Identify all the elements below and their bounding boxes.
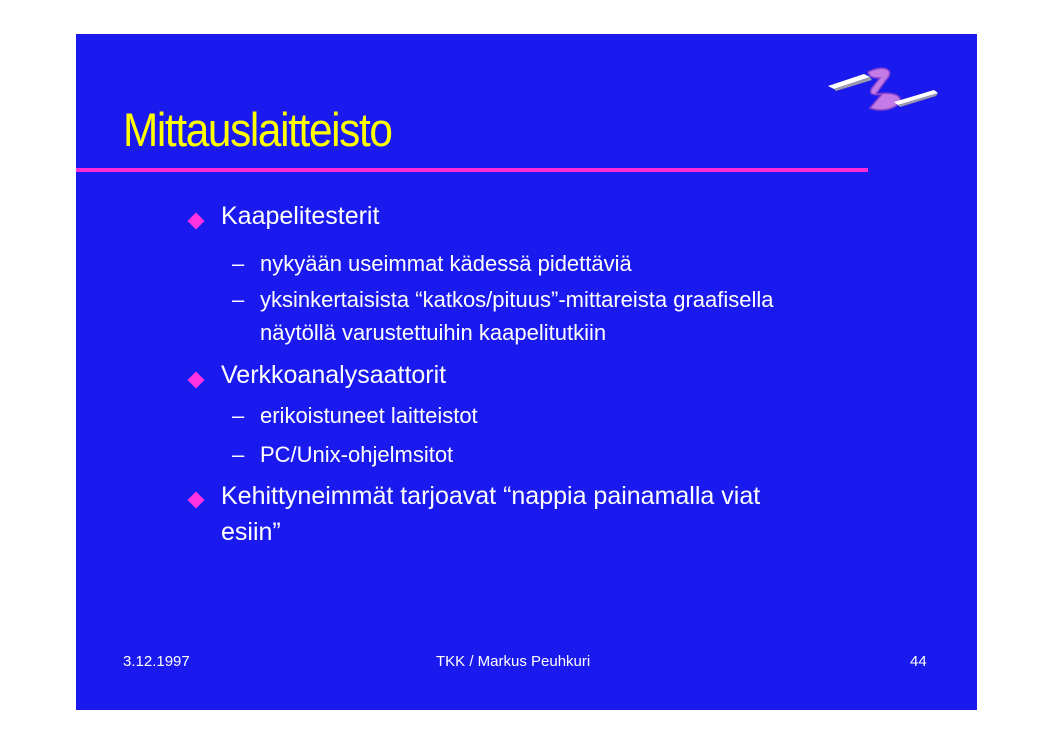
bullet-text: Kehittyneimmät tarjoavat “nappia painamalla viat — [221, 482, 761, 510]
dash-marker: – — [232, 403, 245, 428]
bullet-text: Verkkoanalysaattorit — [221, 361, 447, 389]
subitem-text: erikoistuneet laitteistot — [260, 403, 478, 428]
bullet-text: esiin” — [221, 518, 281, 546]
slide — [76, 34, 977, 710]
slide-title: Mittauslaitteisto — [123, 103, 392, 156]
dash-marker: – — [232, 251, 245, 276]
title-divider — [76, 168, 868, 172]
bullet-diamond-icon — [188, 213, 205, 230]
footer-date: 3.12.1997 — [123, 653, 190, 670]
subitem-text: yksinkertaisista “katkos/pituus”-mittareista graafisella — [260, 287, 774, 312]
tkk-logo-icon — [824, 64, 940, 114]
bullet-text: Kaapelitesterit — [221, 202, 380, 230]
dash-marker: – — [232, 287, 245, 312]
bullet-diamond-icon — [188, 372, 205, 389]
subitem-text: näytöllä varustettuihin kaapelitutkiin — [260, 320, 607, 345]
footer-page-number: 44 — [910, 653, 927, 670]
dash-marker: – — [232, 442, 245, 467]
subitem-text: PC/Unix-ohjelmsitot — [260, 442, 454, 467]
subitem-text: nykyään useimmat kädessä pidettäviä — [260, 251, 632, 276]
bullet-diamond-icon — [188, 492, 205, 509]
footer-author: TKK / Markus Peuhkuri — [436, 653, 591, 670]
